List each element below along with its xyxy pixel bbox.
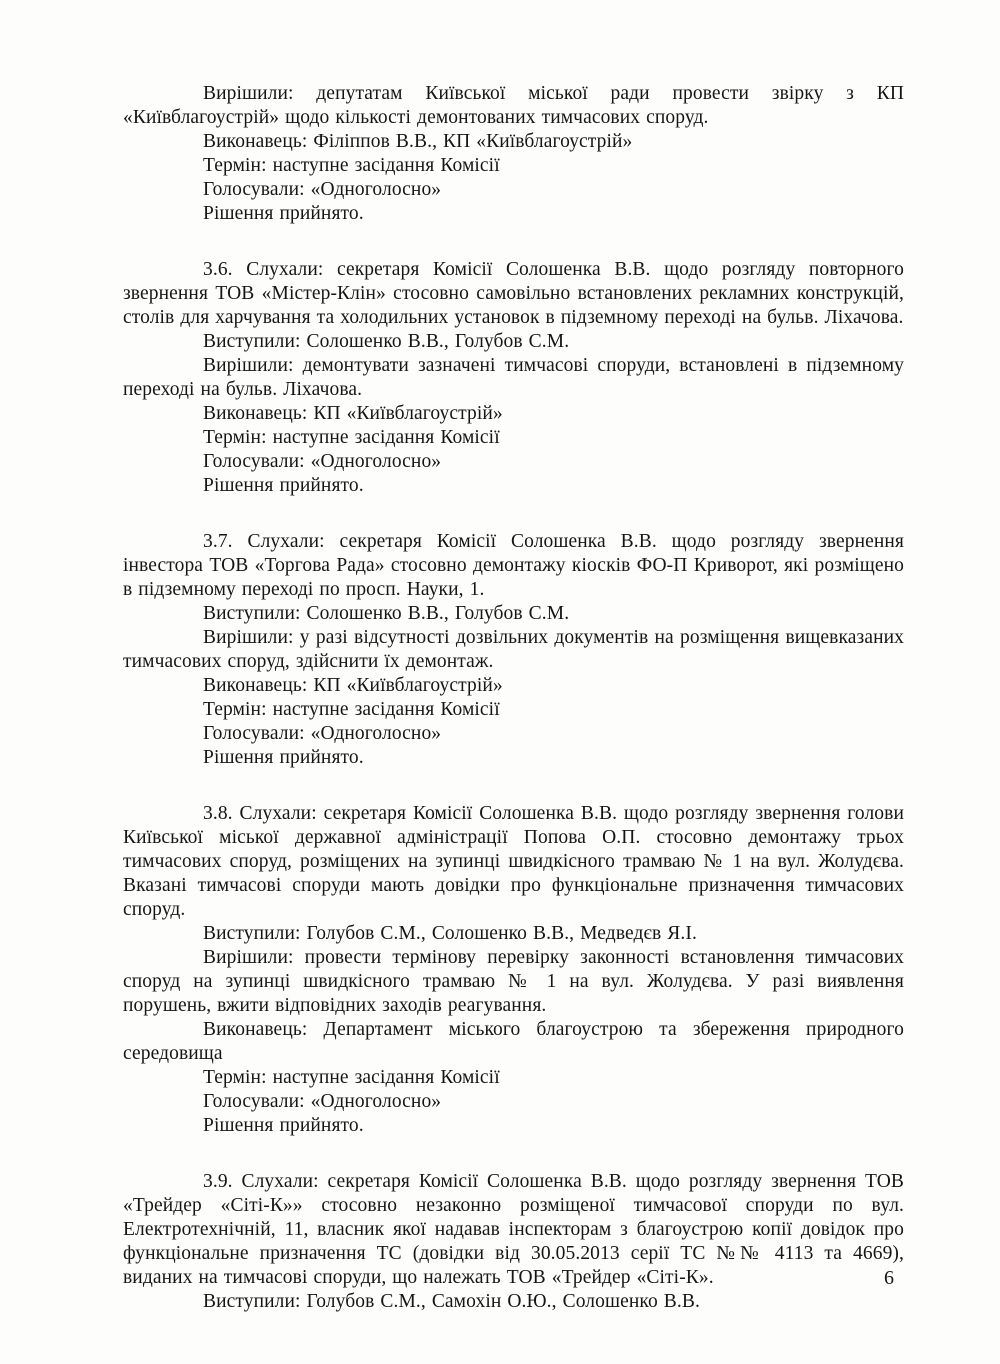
paragraph-term: Термін: наступне засідання Комісії	[203, 427, 500, 448]
section-3-6	[123, 258, 904, 498]
paragraph-executor: Виконавець: КП «Київблагоустрій»	[203, 403, 503, 424]
paragraph-term: Термін: наступне засідання Комісії	[203, 1067, 500, 1088]
paragraph-speakers: Виступили: Голубов С.М., Самохін О.Ю., Солошенко В.В.	[203, 1291, 700, 1312]
paragraph-resolution: Вирішили: депутатам Київської міської ради провести звірку з КП «Київблагоустрій» щодо кількості демонтованих тимчасових споруд.	[123, 83, 904, 128]
paragraph-decision-adopted: Рішення прийнято.	[203, 747, 364, 768]
paragraph-executor: Виконавець: Департамент міського благоустрою та збереження природного середовища	[123, 1019, 904, 1064]
paragraph-term: Термін: наступне засідання Комісії	[203, 699, 500, 720]
paragraph-decision-adopted: Рішення прийнято.	[203, 475, 364, 496]
paragraph-vote: Голосували: «Одноголосно»	[203, 451, 442, 472]
paragraph-decision-adopted: Рішення прийнято.	[203, 203, 364, 224]
section-3-9	[123, 1170, 904, 1314]
paragraph-decision-adopted: Рішення прийнято.	[203, 1115, 364, 1136]
section-3-8	[123, 802, 904, 1138]
section-resolution-3-5-continued	[123, 82, 904, 226]
paragraph-vote: Голосували: «Одноголосно»	[203, 1091, 442, 1112]
paragraph-vote: Голосували: «Одноголосно»	[203, 179, 442, 200]
paragraph-executor: Виконавець: Філіппов В.В., КП «Київблагоустрій»	[203, 131, 633, 152]
paragraph-speakers: Виступили: Голубов С.М., Солошенко В.В., Медведєв Я.І.	[203, 923, 697, 944]
page-number: 6	[884, 1267, 894, 1289]
paragraph-term: Термін: наступне засідання Комісії	[203, 155, 500, 176]
document-text-block	[123, 82, 904, 1314]
paragraph-speakers: Виступили: Солошенко В.В., Голубов С.М.	[203, 603, 570, 624]
paragraph-heard: 3.6. Слухали: секретаря Комісії Солошенка В.В. щодо розгляду повторного звернення ТОВ «Містер-Клін» стосовно самовільно встановлених рекламних конструкцій, столів для харчування та холодильних установок в підземному переході на бульв. Ліхачова.	[123, 259, 904, 328]
paragraph-vote: Голосували: «Одноголосно»	[203, 723, 442, 744]
paragraph-heard: 3.8. Слухали: секретаря Комісії Солошенка В.В. щодо розгляду звернення голови Київської міської державної адміністрації Попова О.П. стосовно демонтажу трьох тимчасових споруд, розміщених на зупинці швидкісного трамваю № 1 на вул. Жолудєва. Вказані тимчасові споруди мають довідки про функціональне призначення тимчасових споруд.	[123, 803, 904, 920]
paragraph-resolution: Вирішили: провести термінову перевірку законності встановлення тимчасових споруд на зупинці швидкісного трамваю № 1 на вул. Жолудєва. У разі виявлення порушень, вжити відповідних заходів реагування.	[123, 947, 904, 1016]
paragraph-resolution: Вирішили: демонтувати зазначені тимчасові споруди, встановлені в підземному переході на бульв. Ліхачова.	[123, 355, 904, 400]
paragraph-heard: 3.7. Слухали: секретаря Комісії Солошенка В.В. щодо розгляду звернення інвестора ТОВ «Торгова Рада» стосовно демонтажу кіосків ФО-П Криворот, які розміщено в підземному переході по просп. Науки, 1.	[123, 531, 904, 600]
paragraph-executor: Виконавець: КП «Київблагоустрій»	[203, 675, 503, 696]
section-3-7	[123, 530, 904, 770]
paragraph-speakers: Виступили: Солошенко В.В., Голубов С.М.	[203, 331, 570, 352]
paragraph-heard: 3.9. Слухали: секретаря Комісії Солошенка В.В. щодо розгляду звернення ТОВ «Трейдер «Сіті-К»» стосовно незаконно розміщеної тимчасової споруди по вул. Електротехнічній, 11, власник якої надавав інспекторам з благоустрою копії довідок про функціональне призначення ТС (довідки від 30.05.2013 серії ТС №№ 4113 та 4669), виданих на тимчасові споруди, що належать ТОВ «Трейдер «Сіті-К».	[123, 1171, 904, 1288]
paragraph-resolution: Вирішили: у разі відсутності дозвільних документів на розміщення вищевказаних тимчасових споруд, здійснити їх демонтаж.	[123, 627, 904, 672]
